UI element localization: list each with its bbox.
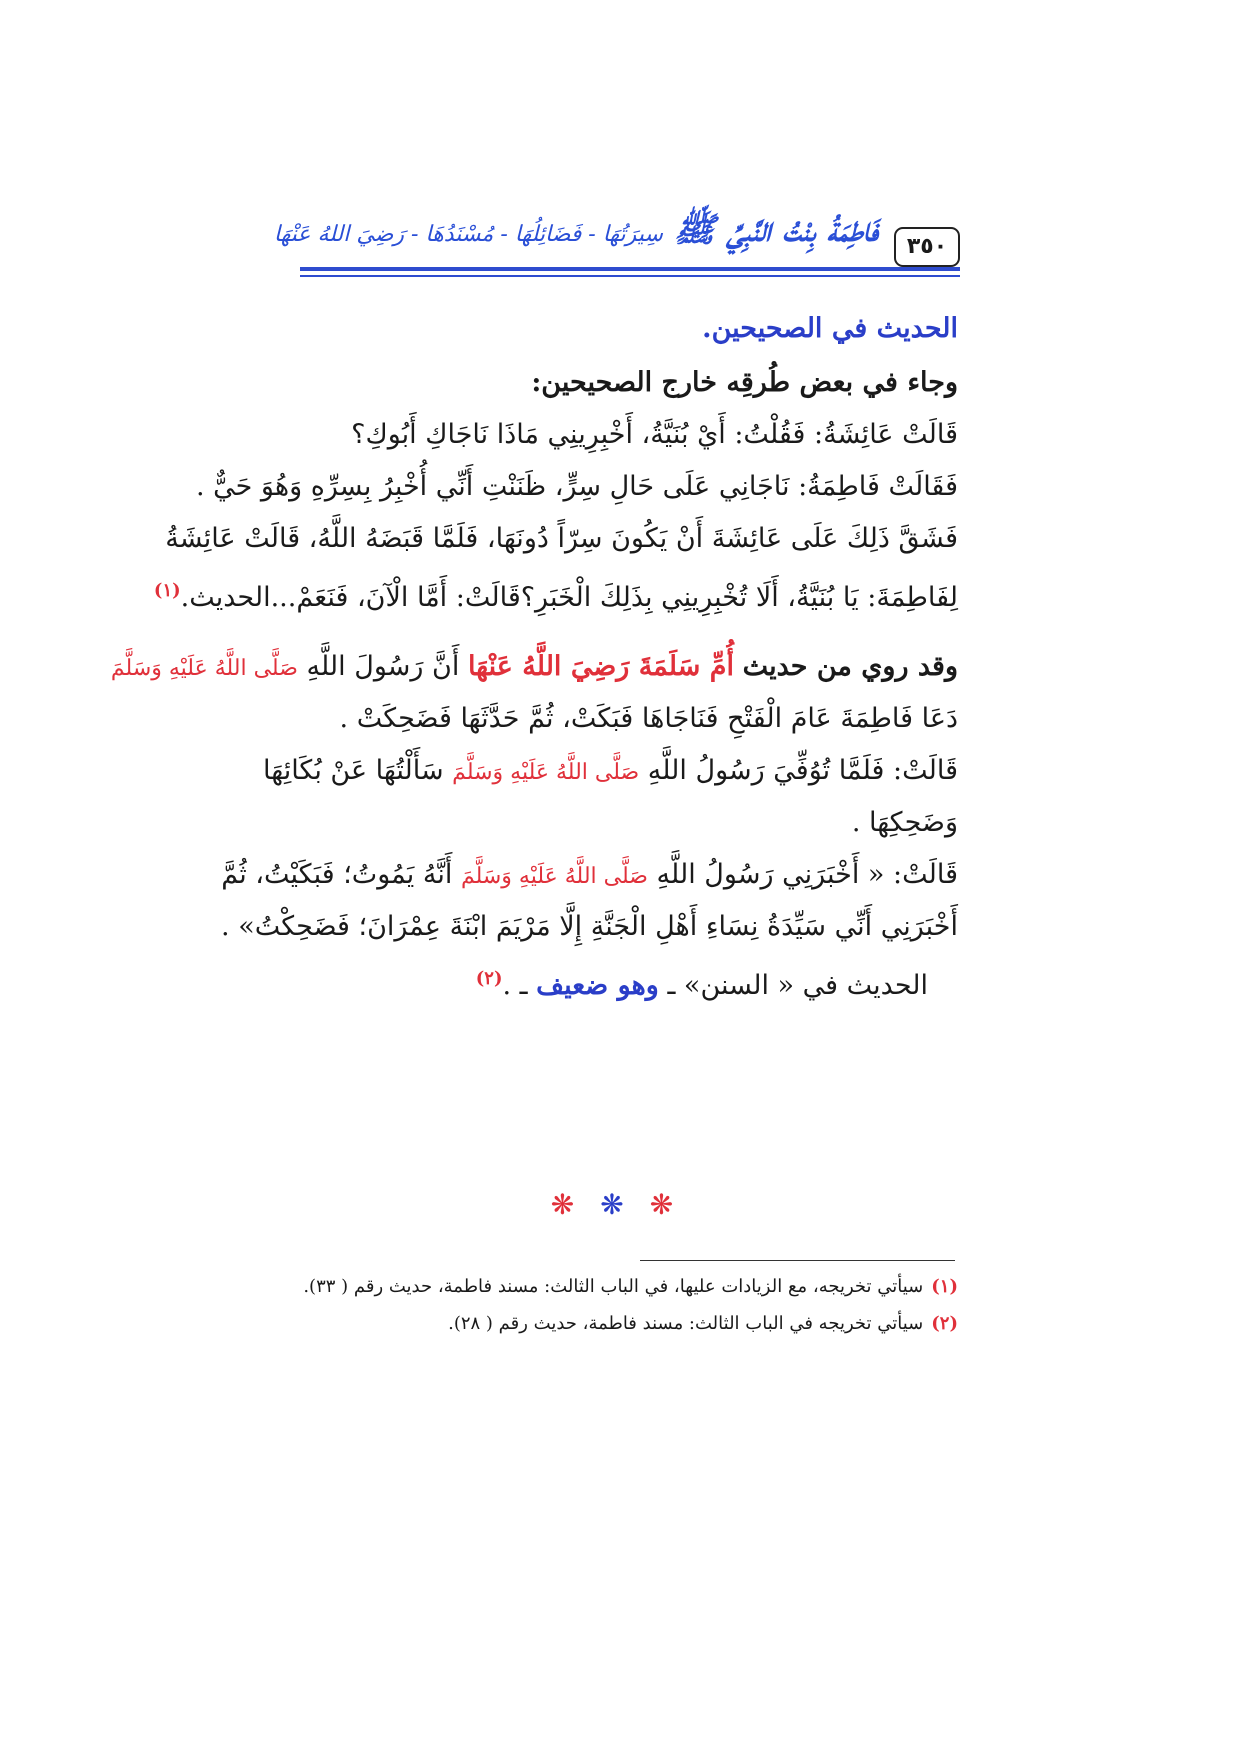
footnote-text: سيأتي تخريجه، مع الزيادات عليها، في الباب الثالث: مسند فاطمة، حديث رقم ( ٣٣). — [303, 1276, 924, 1297]
text-line: قَالَتْ عَائِشَةُ: فَقُلْتُ: أَيْ بُنَيَّةُ، أَخْبِرِينِي مَاذَا نَاجَاكِ أَبُوكِ؟ — [351, 419, 958, 450]
section-separator — [540, 1188, 710, 1221]
text-line — [110, 648, 958, 686]
text-segment: وقد روي من حديث — [742, 651, 958, 682]
text-segment: لِفَاطِمَةَ: يَا بُنَيَّةُ، أَلَا تُخْبِرِينِي بِذَلِكَ الْخَبَرِ؟قَالَتْ: أَمَّا الْآنَ، فَنَعَمْ...الحديث. — [180, 582, 958, 613]
footnote-number: (١) — [931, 1276, 958, 1297]
text-line: فَقَالَتْ فَاطِمَةُ: نَاجَانِي عَلَى حَالِ سِرٍّ، ظَنَنْتِ أَنِّي أُخْبِرُ بِسِرِّهِ وَهُوَ حَيٌّ . — [195, 471, 958, 502]
text-segment: أَنَّ رَسُولَ اللَّهِ — [306, 651, 460, 682]
header-rule-thick — [300, 267, 960, 271]
book-subtitle: سِيرَتُهَا - فَضَائِلُهَا - مُسْنَدُهَا - رَضِيَ اللهُ عَنْهَا — [273, 222, 663, 247]
footnote-text: سيأتي تخريجه في الباب الثالث: مسند فاطمة، حديث رقم ( ٢٨). — [448, 1313, 924, 1334]
text-segment: ـ . — [502, 970, 528, 1001]
footnote-ref-1: (١) — [153, 580, 181, 601]
text-line: دَعَا فَاطِمَةَ عَامَ الْفَتْحِ فَنَاجَاهَا فَبَكَتْ، ثُمَّ حَدَّثَهَا فَضَحِكَتْ . — [339, 703, 958, 734]
page-number: ٣٥٠ — [894, 227, 960, 267]
book-title-main: فَاطِمَةُ بِنْتُ النَّبِيِّ ﷺ — [674, 210, 878, 250]
footnote-divider — [640, 1260, 955, 1261]
text-segment: قَالَتْ: فَلَمَّا تُوُفِّيَ رَسُولُ اللَّهِ — [647, 755, 958, 786]
text-line: وجاء في بعض طُرقِه خارج الصحيحين: — [531, 367, 958, 398]
salutation: صَلَّى اللَّهُ عَلَيْهِ وَسَلَّمَ — [460, 864, 648, 889]
star-ornament-icon: ❋ — [550, 1188, 601, 1221]
footnotes — [275, 1276, 958, 1350]
text-line: وَضَحِكِهَا . — [851, 807, 958, 838]
salutation: صَلَّى اللَّهُ عَلَيْهِ وَسَلَّمَ — [452, 760, 640, 785]
text-segment: أَنَّهُ يَمُوتُ؛ فَبَكَيْتُ، ثُمَّ — [221, 859, 453, 890]
text-segment: الحديث في « السنن» ـ — [667, 970, 928, 1001]
footnote — [275, 1276, 958, 1297]
text-line — [153, 572, 958, 613]
text-segment: وهو ضعيف — [536, 970, 659, 1001]
text-line — [263, 752, 958, 790]
text-segment: أُمِّ سَلَمَةَ رَضِيَ اللَّهُ عَنْهَا — [467, 651, 734, 682]
header-rule-thin — [300, 275, 960, 277]
footnote — [275, 1313, 958, 1334]
salutation: صَلَّى اللَّهُ عَلَيْهِ وَسَلَّمَ — [110, 656, 298, 681]
text-line: فَشَقَّ ذَلِكَ عَلَى عَائِشَةَ أَنْ يَكُونَ سِرّاً دُونَهَا، فَلَمَّا قَبَضَهُ اللَّهُ، قَالَتْ عَائِشَةُ — [165, 523, 958, 554]
book-title — [274, 209, 878, 258]
main-text — [110, 310, 958, 1001]
page-header — [273, 205, 960, 285]
star-ornament-icon: ❋ — [600, 1188, 650, 1221]
text-line — [275, 960, 958, 1001]
text-line: الحديث في الصحيحين. — [702, 313, 958, 344]
text-segment: سَأَلْتُهَا عَنْ بُكَائِهَا — [263, 755, 444, 786]
text-line: أَخْبَرَنِي أَنِّي سَيِّدَةُ نِسَاءِ أَهْلِ الْجَنَّةِ إِلَّا مَرْيَمَ ابْنَةَ عِمْرَانَ؛ فَضَحِكْتُ» . — [221, 911, 958, 942]
footnote-ref-2: (٢) — [475, 968, 503, 989]
star-ornament-icon: ❋ — [649, 1188, 700, 1221]
footnote-number: (٢) — [931, 1313, 958, 1334]
text-line — [221, 856, 958, 894]
text-segment: قَالَتْ: « أَخْبَرَنِي رَسُولُ اللَّهِ — [656, 859, 958, 890]
